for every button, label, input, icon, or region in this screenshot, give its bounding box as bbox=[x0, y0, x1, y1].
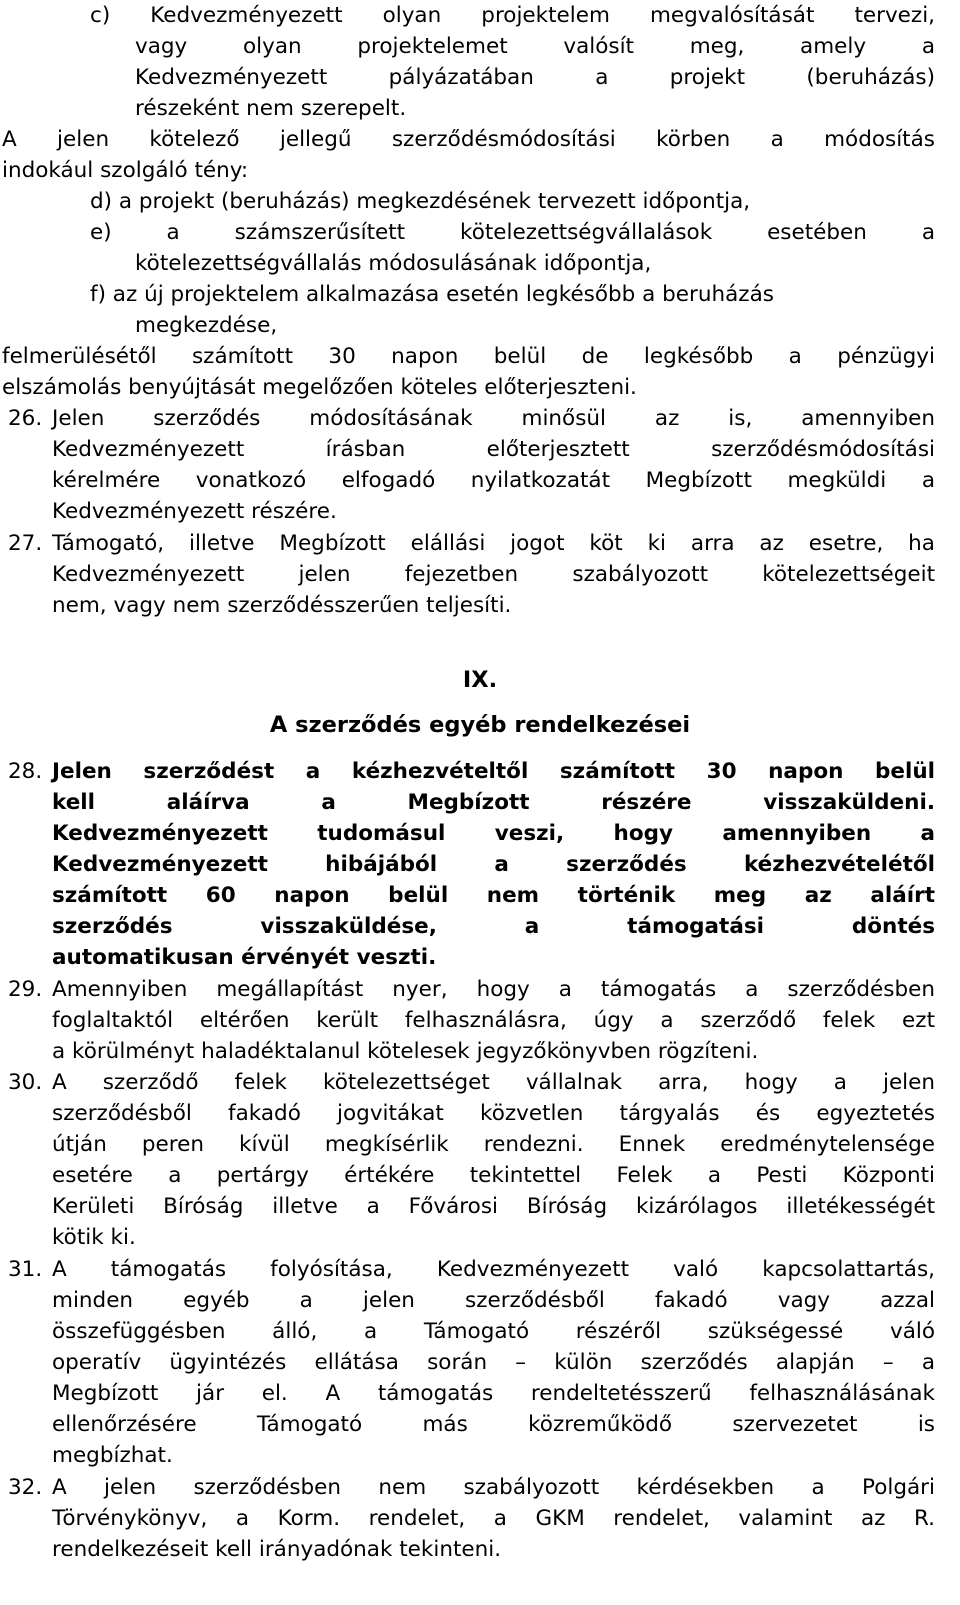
text-line bbox=[0, 62, 960, 93]
line-text: A jelen szerződésben nem szabályozott kérdésekben a Polgári bbox=[52, 1475, 935, 1500]
text-line bbox=[0, 341, 960, 372]
item-number: 27. bbox=[8, 531, 43, 556]
line-text: ellenőrzésére Támogató más közreműködő szervezetet is bbox=[52, 1412, 935, 1437]
line-text: útján peren kívül megkísérlik rendezni. Ennek eredménytelensége bbox=[52, 1132, 935, 1157]
line-text: Jelen szerződést a kézhezvételtől számított 30 napon belül bbox=[52, 759, 935, 784]
text-line bbox=[0, 911, 960, 942]
text-line bbox=[0, 1254, 960, 1285]
line-text: kérelmére vonatkozó elfogadó nyilatkozatát Megbízott megküldi a bbox=[52, 468, 935, 493]
line-text: Kedvezményezett hibájából a szerződés kézhezvételétől bbox=[52, 852, 935, 877]
section-heading: IX. bbox=[462, 667, 498, 693]
line-text: minden egyéb a jelen szerződésből fakadó vagy azzal bbox=[52, 1288, 935, 1313]
text-line bbox=[0, 1285, 960, 1316]
line-text: d) a projekt (beruházás) megkezdésének tervezett időpontja, bbox=[90, 189, 751, 214]
line-text: indokául szolgáló tény: bbox=[2, 158, 249, 183]
line-text: c) Kedvezményezett olyan projektelem megvalósítását tervezi, bbox=[90, 3, 935, 28]
line-text: felmerülésétől számított 30 napon belül de legkésőbb a pénzügyi bbox=[2, 344, 935, 369]
text-line bbox=[0, 31, 960, 62]
line-text: összefüggésben álló, a Támogató részéről szükségessé váló bbox=[52, 1319, 935, 1344]
line-text: Törvénykönyv, a Korm. rendelet, a GKM rendelet, valamint az R. bbox=[52, 1506, 935, 1531]
line-text: elszámolás benyújtását megelőzően köteles előterjeszteni. bbox=[2, 375, 637, 400]
line-text: szerződésből fakadó jogvitákat közvetlen tárgyalás és egyeztetés bbox=[52, 1101, 935, 1126]
text-line bbox=[0, 279, 960, 310]
line-text: Kedvezményezett pályázatában a projekt (beruházás) bbox=[135, 65, 935, 90]
line-text: kötelezettségvállalás módosulásának időpontja, bbox=[135, 251, 652, 276]
line-text: Támogató, illetve Megbízott elállási jogot köt ki arra az esetre, ha bbox=[52, 531, 935, 556]
line-text: Amennyiben megállapítást nyer, hogy a támogatás a szerződésben bbox=[52, 977, 935, 1002]
text-line bbox=[0, 1160, 960, 1191]
text-line bbox=[0, 1378, 960, 1409]
line-text: megbízhat. bbox=[52, 1443, 173, 1468]
text-line bbox=[0, 248, 960, 279]
text-line bbox=[0, 528, 960, 559]
text-line bbox=[0, 1409, 960, 1440]
line-text: a körülményt haladéktalanul kötelesek jegyzőkönyvben rögzíteni. bbox=[52, 1039, 759, 1064]
line-text: részeként nem szerepelt. bbox=[135, 96, 407, 121]
text-line bbox=[0, 1036, 960, 1067]
text-line bbox=[0, 1191, 960, 1222]
text-line bbox=[0, 1222, 960, 1253]
item-number: 30. bbox=[8, 1070, 43, 1095]
text-line bbox=[0, 559, 960, 590]
line-text: Kedvezményezett írásban előterjesztett szerződésmódosítási bbox=[52, 437, 935, 462]
text-line bbox=[0, 787, 960, 818]
item-number: 28. bbox=[8, 759, 43, 784]
item-number: 26. bbox=[8, 406, 43, 431]
text-line bbox=[0, 756, 960, 787]
text-line bbox=[0, 124, 960, 155]
line-text: kell aláírva a Megbízott részére visszaküldeni. bbox=[52, 790, 935, 815]
item-number: 32. bbox=[8, 1475, 43, 1500]
line-text: vagy olyan projektelemet valósít meg, amely a bbox=[135, 34, 935, 59]
text-line bbox=[0, 155, 960, 186]
text-line bbox=[0, 849, 960, 880]
text-line bbox=[0, 1098, 960, 1129]
line-text: Kedvezményezett részére. bbox=[52, 499, 337, 524]
text-line bbox=[0, 310, 960, 341]
line-text: foglaltaktól eltérően került felhasználásra, úgy a szerződő felek ezt bbox=[52, 1008, 935, 1033]
text-line bbox=[0, 434, 960, 465]
line-text: szerződés visszaküldése, a támogatási döntés bbox=[52, 914, 935, 939]
text-line bbox=[0, 1472, 960, 1503]
text-line bbox=[0, 1067, 960, 1098]
line-text: Kedvezményezett jelen fejezetben szabályozott kötelezettségeit bbox=[52, 562, 935, 587]
text-line bbox=[0, 1347, 960, 1378]
line-text: rendelkezéseit kell irányadónak tekinteni. bbox=[52, 1537, 502, 1562]
text-line bbox=[0, 186, 960, 217]
line-text: nem, vagy nem szerződésszerűen teljesíti. bbox=[52, 593, 512, 618]
line-text: Kerületi Bíróság illetve a Fővárosi Bíróság kizárólagos illetékességét bbox=[52, 1194, 935, 1219]
line-text: kötik ki. bbox=[52, 1225, 136, 1250]
line-text: e) a számszerűsített kötelezettségvállalások esetében a bbox=[90, 220, 935, 245]
text-line bbox=[0, 1440, 960, 1471]
line-text: Jelen szerződés módosításának minősül az is, amennyiben bbox=[52, 406, 935, 431]
text-line bbox=[0, 1005, 960, 1036]
section-heading: A szerződés egyéb rendelkezései bbox=[269, 712, 691, 738]
text-line bbox=[0, 403, 960, 434]
line-text: Kedvezményezett tudomásul veszi, hogy amennyiben a bbox=[52, 821, 935, 846]
text-line bbox=[0, 818, 960, 849]
line-text: esetére a pertárgy értékére tekintettel Felek a Pesti Központi bbox=[52, 1163, 935, 1188]
text-line bbox=[0, 217, 960, 248]
text-line bbox=[0, 496, 960, 527]
text-line bbox=[0, 942, 960, 973]
text-line bbox=[0, 1534, 960, 1565]
text-line bbox=[0, 0, 960, 31]
text-line bbox=[0, 372, 960, 403]
text-line bbox=[0, 93, 960, 124]
line-text: automatikusan érvényét veszti. bbox=[52, 945, 437, 970]
line-text: számított 60 napon belül nem történik meg az aláírt bbox=[52, 883, 935, 908]
text-line bbox=[0, 590, 960, 621]
line-text: megkezdése, bbox=[135, 313, 278, 338]
item-number: 29. bbox=[8, 977, 43, 1002]
text-line bbox=[0, 974, 960, 1005]
line-text: A jelen kötelező jellegű szerződésmódosítási körben a módosítás bbox=[2, 127, 935, 152]
section-heading-line bbox=[0, 710, 960, 741]
text-line bbox=[0, 880, 960, 911]
line-text: Megbízott jár el. A támogatás rendeltetésszerű felhasználásának bbox=[52, 1381, 935, 1406]
line-text: A támogatás folyósítása, Kedvezményezett való kapcsolattartás, bbox=[52, 1257, 935, 1282]
text-line bbox=[0, 1316, 960, 1347]
text-line bbox=[0, 1503, 960, 1534]
line-text: f) az új projektelem alkalmazása esetén legkésőbb a beruházás bbox=[90, 282, 774, 307]
line-text: operatív ügyintézés ellátása során – külön szerződés alapján – a bbox=[52, 1350, 935, 1375]
text-line bbox=[0, 465, 960, 496]
item-number: 31. bbox=[8, 1257, 43, 1282]
section-heading-line bbox=[0, 665, 960, 696]
text-line bbox=[0, 1129, 960, 1160]
line-text: A szerződő felek kötelezettséget vállalnak arra, hogy a jelen bbox=[52, 1070, 935, 1095]
